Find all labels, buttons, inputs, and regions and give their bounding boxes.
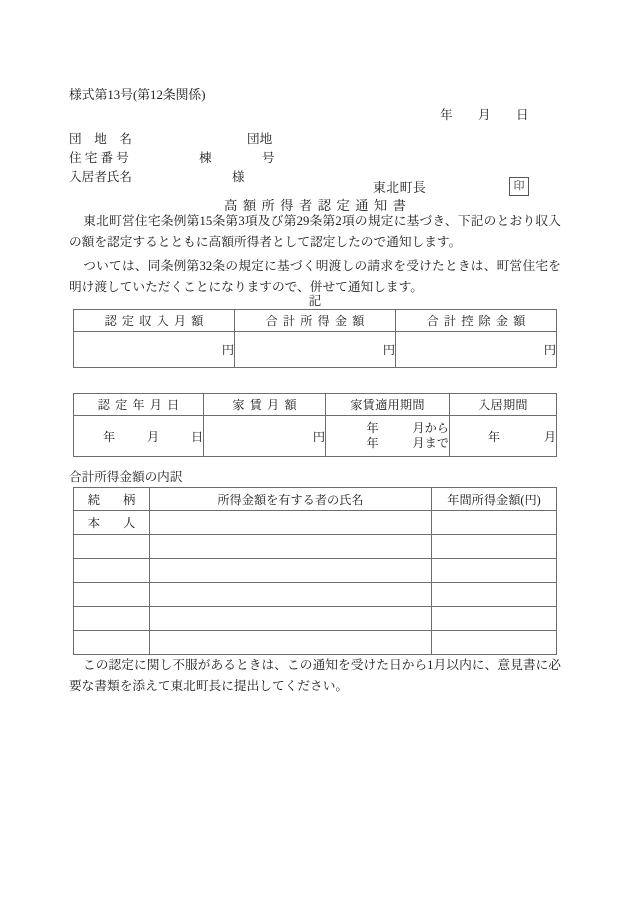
apply-to-month-label: 月まで xyxy=(412,436,449,450)
breakdown-cell-relation[interactable] xyxy=(74,607,150,631)
rent-cell-apply-period[interactable] xyxy=(326,416,450,457)
breakdown-cell-name[interactable] xyxy=(150,631,432,655)
certify-day-label: 日 xyxy=(191,429,204,444)
rent-header-monthly-rent: 家賃月額 xyxy=(204,394,326,416)
table-row xyxy=(74,583,557,607)
income-header-total-deduction: 合計控除金額 xyxy=(396,310,557,332)
table-row xyxy=(74,332,557,368)
breakdown-header-annual-income: 年間所得金額(円) xyxy=(432,488,557,511)
rent-cell-amount-yen[interactable]: 円 xyxy=(204,416,326,457)
breakdown-cell-name[interactable] xyxy=(150,607,432,631)
paragraph-1-text: 東北町営住宅条例第15条第3項及び第29条第2項の規定に基づき、下記のとおり収入の額を認定するとともに高額所得者として認定したので通知します。 xyxy=(69,214,561,249)
date-day-label: 日 xyxy=(516,108,529,122)
table-row xyxy=(74,511,557,535)
breakdown-label: 合計所得金額の内訳 xyxy=(69,470,183,484)
breakdown-cell-amount[interactable] xyxy=(432,535,557,559)
notice-paragraph-1 xyxy=(69,211,561,253)
table-row xyxy=(74,310,557,332)
table-row xyxy=(74,488,557,511)
danchi-name-value: 団地 xyxy=(247,132,273,146)
table-row xyxy=(74,607,557,631)
housing-building-unit: 棟 xyxy=(199,151,212,165)
certify-month-label: 月 xyxy=(147,429,160,444)
apply-from-year-label: 年 xyxy=(366,421,379,435)
rent-header-residence-period: 入居期間 xyxy=(450,394,557,416)
apply-from-month-label: 月から xyxy=(412,421,449,435)
breakdown-cell-relation[interactable] xyxy=(74,631,150,655)
breakdown-cell-name[interactable] xyxy=(150,559,432,583)
breakdown-cell-amount[interactable] xyxy=(432,511,557,535)
paragraph-3-text: この認定に関し不服があるときは、この通知を受けた日から1月以内に、意見書に必要な書類を添えて東北町長に提出してください。 xyxy=(69,658,561,693)
issuer-name: 東北町長 xyxy=(373,181,427,195)
resident-name-honorific: 様 xyxy=(232,170,245,184)
breakdown-cell-amount[interactable] xyxy=(432,559,557,583)
issue-date-line xyxy=(0,104,554,123)
income-cell-total-deduction-yen[interactable]: 円 xyxy=(396,332,557,368)
income-cell-total-income-yen[interactable]: 円 xyxy=(235,332,396,368)
table-row xyxy=(74,559,557,583)
breakdown-cell-relation[interactable] xyxy=(74,535,150,559)
ki-mark: 記 xyxy=(308,294,322,308)
table-row xyxy=(74,394,557,416)
notice-paragraph-3 xyxy=(69,655,561,697)
breakdown-cell-amount[interactable] xyxy=(432,607,557,631)
breakdown-cell-amount[interactable] xyxy=(432,631,557,655)
certify-year-label: 年 xyxy=(103,429,116,444)
rent-cell-residence-period[interactable] xyxy=(450,416,557,457)
breakdown-cell-relation[interactable] xyxy=(74,559,150,583)
housing-number-label: 住 宅 番 号 xyxy=(69,151,129,165)
breakdown-cell-name[interactable] xyxy=(150,583,432,607)
page-title: 高額所得者認定通知書 xyxy=(224,198,412,213)
housing-room-unit: 号 xyxy=(262,151,275,165)
breakdown-header-name: 所得金額を有する者の氏名 xyxy=(150,488,432,511)
table-row xyxy=(74,416,557,457)
table-row xyxy=(74,631,557,655)
date-month-label: 月 xyxy=(478,108,491,122)
income-header-monthly: 認定収入月額 xyxy=(74,310,235,332)
rent-header-certify-date: 認定年月日 xyxy=(74,394,204,416)
seal-stamp-box: 印 xyxy=(509,177,529,196)
income-cell-monthly-yen[interactable]: 円 xyxy=(74,332,235,368)
breakdown-cell-name[interactable] xyxy=(150,511,432,535)
danchi-name-label: 団 地 名 xyxy=(69,132,132,146)
apply-to-year-label: 年 xyxy=(366,436,379,450)
breakdown-cell-relation[interactable] xyxy=(74,583,150,607)
residence-month-label: 月 xyxy=(543,429,556,444)
breakdown-table xyxy=(73,487,557,655)
date-year-label: 年 xyxy=(440,108,453,122)
rent-table xyxy=(73,393,557,457)
paragraph-2-text: ついては、同条例第32条の規定に基づく明渡しの請求を受けたときは、町営住宅を明け渡していただくことになりますので、併せて通知します。 xyxy=(69,259,561,294)
resident-name-label: 入居者氏名 xyxy=(69,170,132,184)
table-row xyxy=(74,535,557,559)
breakdown-cell-relation[interactable]: 本 人 xyxy=(74,511,150,535)
breakdown-cell-amount[interactable] xyxy=(432,583,557,607)
breakdown-cell-name[interactable] xyxy=(150,535,432,559)
income-header-total-income: 合計所得金額 xyxy=(235,310,396,332)
rent-cell-certify-date[interactable] xyxy=(74,416,204,457)
income-table xyxy=(73,309,557,368)
breakdown-header-relation: 続 柄 xyxy=(74,488,150,511)
residence-year-label: 年 xyxy=(487,429,500,444)
rent-header-apply-period: 家賃適用期間 xyxy=(326,394,450,416)
form-code: 様式第13号(第12条関係) xyxy=(69,88,206,102)
